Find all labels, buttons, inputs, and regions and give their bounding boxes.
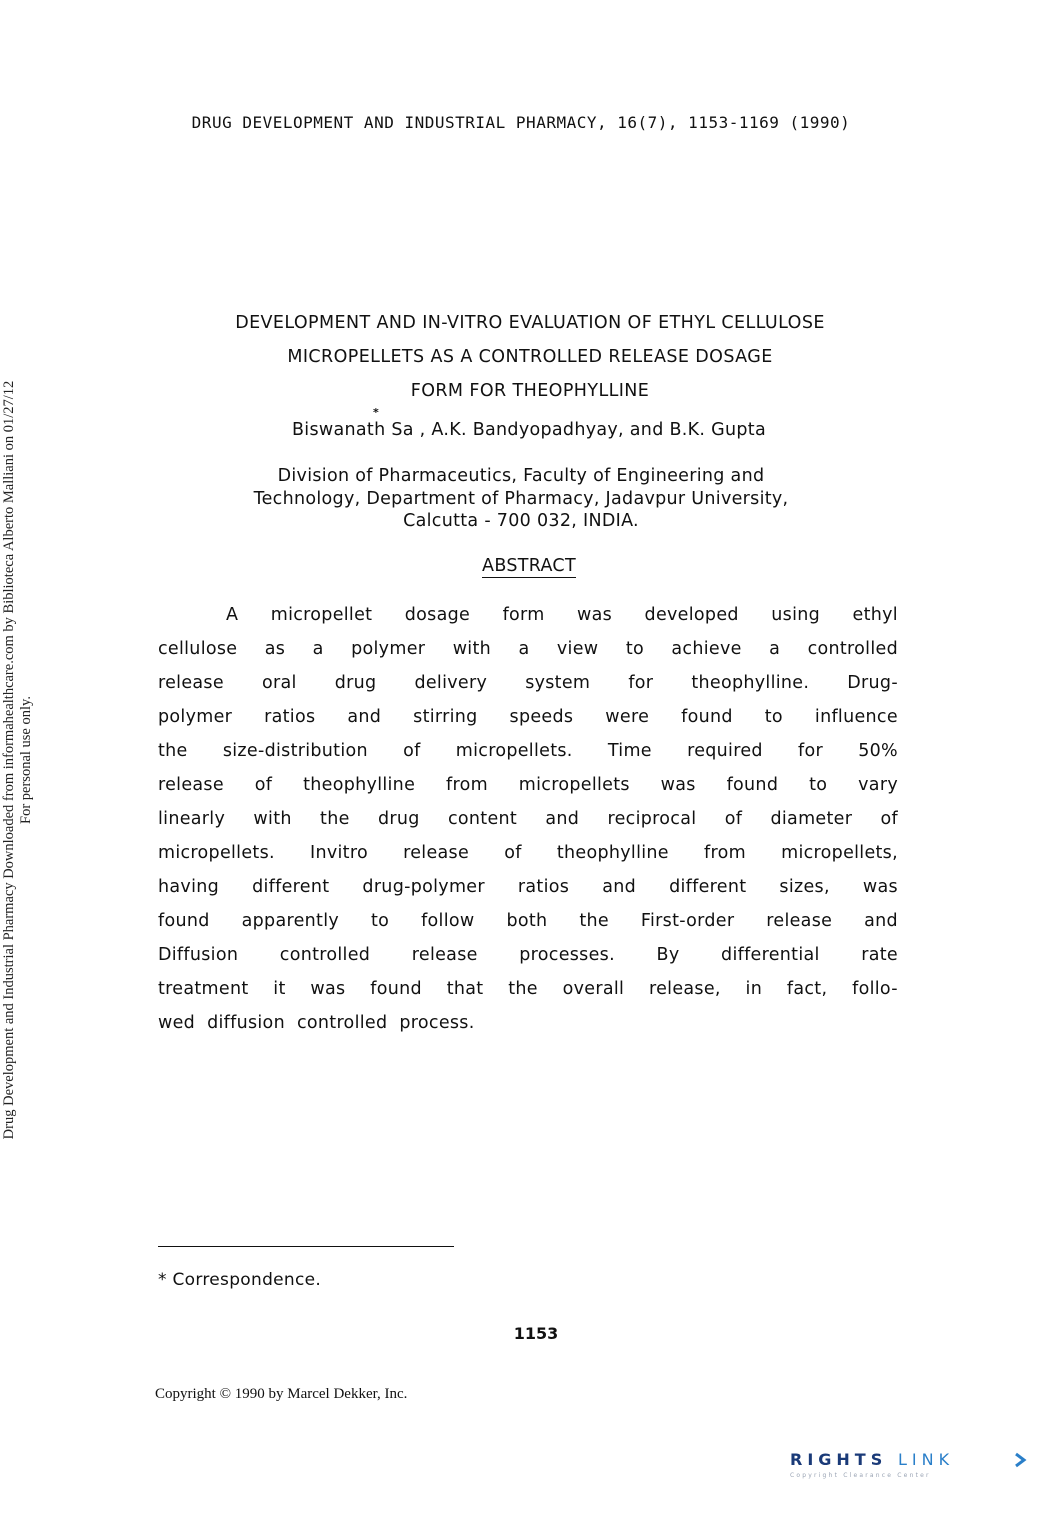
rightslink-link-text: LINK (898, 1450, 955, 1469)
title-line-3: FORM FOR THEOPHYLLINE (410, 381, 650, 401)
page-number: 1153 (513, 1324, 559, 1343)
title-line-2: MICROPELLETS AS A CONTROLLED RELEASE DOSAGE (287, 347, 773, 367)
journal-citation-header: DRUG DEVELOPMENT AND INDUSTRIAL PHARMACY, 16(7), 1153-1169 (1990) (191, 113, 851, 132)
abstract-line: polymer ratios and stirring speeds were found to influence (158, 707, 898, 727)
copyright-notice: Copyright © 1990 by Marcel Dekker, Inc. (155, 1386, 408, 1402)
affiliation-line-3: Calcutta - 700 032, INDIA. (403, 511, 639, 531)
abstract-line: Diffusion controlled release processes. By differential rate (158, 945, 898, 965)
abstract-line: found apparently to follow both the First-order release and (158, 911, 898, 931)
affiliation-line-2: Technology, Department of Pharmacy, Jadavpur University, (253, 488, 789, 509)
footnote-divider (158, 1246, 454, 1247)
abstract-line: wed diffusion controlled process. (158, 1013, 475, 1033)
rightslink-tagline: Copyright Clearance Center (790, 1472, 931, 1479)
affiliation-line-1: Division of Pharmaceutics, Faculty of Engineering and (277, 466, 765, 486)
abstract-line: treatment it was found that the overall release, in fact, follo- (158, 979, 898, 999)
rightslink-rights-text: RIGHTS (790, 1450, 888, 1469)
abstract-line: linearly with the drug content and reciprocal of diameter of (158, 809, 898, 829)
rightslink-chevron-icon (1016, 1454, 1024, 1466)
correspondence-footnote: * Correspondence. (158, 1270, 322, 1290)
abstract-line: having different drug-polymer ratios and different sizes, was (158, 877, 898, 897)
affiliation (0, 465, 1042, 533)
abstract-line: the size-distribution of micropellets. Time required for 50% (158, 741, 898, 761)
abstract-line: micropellets. Invitro release of theophylline from micropellets, (158, 843, 898, 863)
title-line-1: DEVELOPMENT AND IN-VITRO EVALUATION OF ETHYL CELLULOSE (235, 313, 825, 333)
article-title (0, 306, 1042, 408)
rightslink-logo[interactable] (790, 1446, 1030, 1482)
abstract-line: release oral drug delivery system for theophylline. Drug- (158, 673, 898, 693)
abstract-heading (0, 556, 1042, 576)
abstract-heading-text: ABSTRACT (482, 556, 576, 576)
abstract-line: A micropellet dosage form was developed using ethyl (226, 605, 898, 625)
abstract-line: release of theophylline from micropellets was found to vary (158, 775, 898, 795)
correspondence-star-icon: * (373, 406, 379, 419)
abstract-body (158, 598, 898, 1040)
download-watermark-line1: Drug Development and Industrial Pharmacy Downloaded from informahealthcare.com by Biblioteca Alberto Malliani on 01/27/12 (1, 380, 17, 1140)
author-list: Biswanath Sa , A.K. Bandyopadhyay, and B.K. Gupta (292, 420, 766, 440)
download-watermark-line2: For personal use only. (18, 696, 34, 824)
abstract-line: cellulose as a polymer with a view to achieve a controlled (158, 639, 898, 659)
